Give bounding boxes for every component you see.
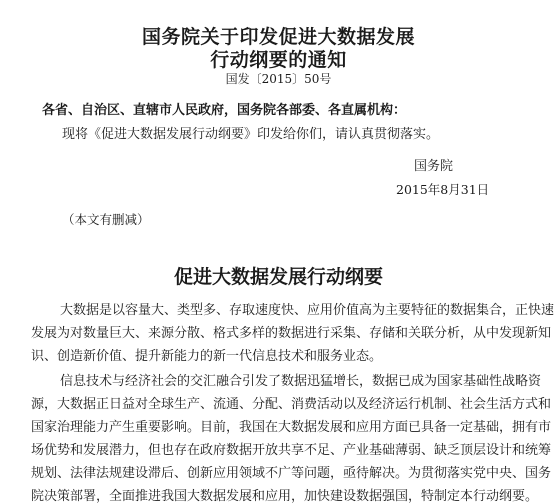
paragraph-2-line: 信息技术与经济社会的交汇融合引发了数据迅猛增长，数据已成为国家基础性战略资	[60, 374, 542, 389]
document-title-line-2: 行动纲要的通知	[210, 49, 347, 71]
paragraph-2-line: 院决策部署，全面推进我国大数据发展和应用，加快建设数据强国，特制定本行动纲要。	[31, 489, 539, 504]
addressee: 各省、自治区、直辖市人民政府，国务院各部委、各直属机构：	[42, 103, 407, 118]
paragraph-1-line: 大数据是以容量大、类型多、存取速度快、应用价值高为主要特征的数据集合，正快速	[60, 303, 555, 318]
section-title: 促进大数据发展行动纲要	[173, 266, 383, 288]
paragraph-2-line: 源，大数据正日益对全球生产、流通、分配、消费活动以及经济运行机制、社会生活方式和	[31, 397, 552, 412]
edit-note: （本文有删减）	[62, 212, 150, 227]
document-number: 国发〔2015〕50号	[225, 72, 332, 86]
paragraph-1-line: 发展为对数量巨大、来源分散、格式多样的数据进行采集、存储和关联分析，从中发现新知	[31, 326, 552, 341]
paragraph-1-line: 识、创造新价值、提升新能力的新一代信息技术和服务业态。	[31, 349, 383, 364]
paragraph-2-line: 国家治理能力产生重要影响。目前，我国在大数据发展和应用方面已具备一定基础，拥有市	[31, 420, 552, 435]
issue-date: 2015年8月31日	[396, 182, 490, 197]
issuer: 国务院	[414, 159, 454, 174]
notice-body: 现将《促进大数据发展行动纲要》印发给你们，请认真贯彻落实。	[62, 127, 440, 142]
paragraph-2-line: 规划、法律法规建设滞后、创新应用领域不广等问题，亟待解决。为贯彻落实党中央、国务	[31, 466, 552, 481]
paragraph-2-line: 场优势和发展潜力，但也存在政府数据开放共享不足、产业基础薄弱、缺乏顶层设计和统筹	[31, 443, 552, 458]
document-title-line-1: 国务院关于印发促进大数据发展	[141, 26, 415, 48]
